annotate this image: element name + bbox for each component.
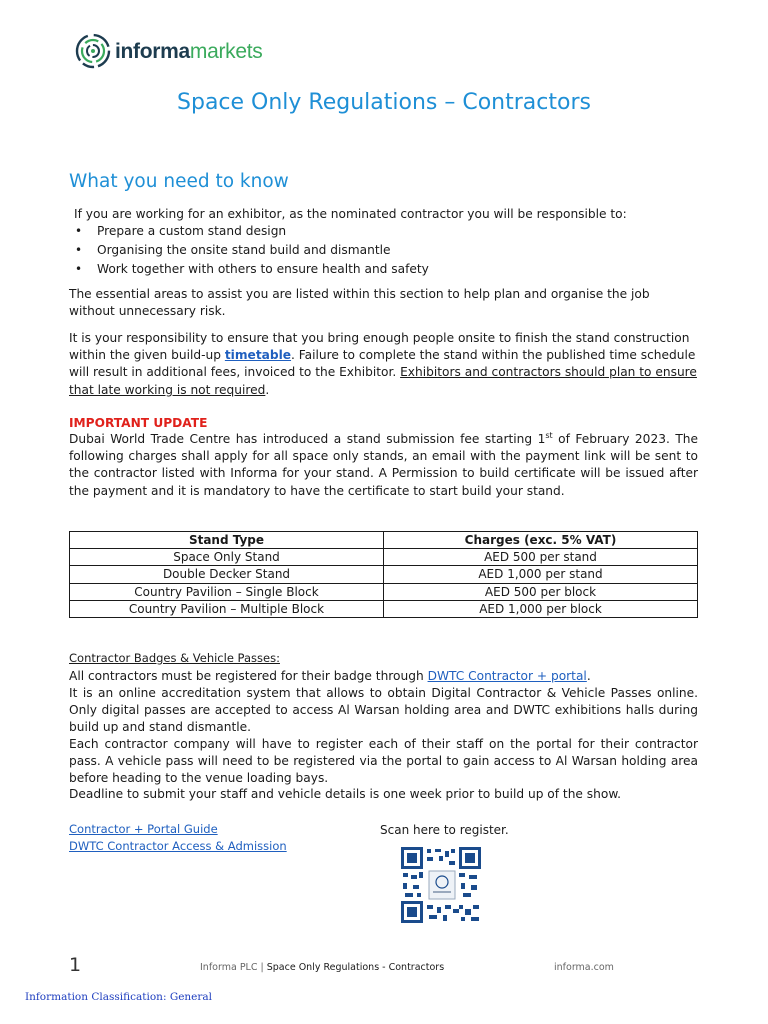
table-cell: Space Only Stand bbox=[70, 549, 384, 566]
essential-areas-paragraph: The essential areas to assist you are listed within this section to help plan and organise the job without unnecessary risk. bbox=[69, 287, 650, 319]
bullet-icon: • bbox=[75, 243, 83, 257]
table-cell: AED 1,000 per stand bbox=[384, 566, 698, 583]
badges-registration-line: All contractors must be registered for their badge through DWTC Contractor + portal. bbox=[69, 669, 591, 683]
page-number: 1 bbox=[69, 954, 82, 976]
update-paragraph: Dubai World Trade Centre has introduced a stand submission fee starting 1st of February 2023. The following charges shall apply for all space only stands, an email with the payment link will be sent to the contractor listed with Informa for your stand. A Permission to build certificate will be issued after the payment and it is mandatory to have the certificate to start build your stand. bbox=[69, 430, 698, 498]
column-header: Stand Type bbox=[70, 532, 384, 549]
bullet-icon: • bbox=[75, 262, 83, 276]
footer-website: informa.com bbox=[554, 962, 614, 973]
section-heading: What you need to know bbox=[69, 171, 289, 192]
column-header: Charges (exc. 5% VAT) bbox=[384, 532, 698, 549]
table-cell: Country Pavilion – Single Block bbox=[70, 583, 384, 600]
important-update-heading: IMPORTANT UPDATE bbox=[69, 416, 208, 430]
responsibility-list bbox=[75, 222, 429, 279]
list-item: • Work together with others to ensure health and safety bbox=[75, 260, 429, 279]
accreditation-paragraph: It is an online accreditation system that allows to obtain Digital Contractor & Vehicle Passes online. Only digital passes are accepted to access Al Warsan holding area and DWTC exhibitions halls during build up and stand dismantle. bbox=[69, 686, 698, 735]
list-item: • Prepare a custom stand design bbox=[75, 222, 429, 241]
qr-label: Scan here to register. bbox=[380, 823, 509, 837]
intro-text: If you are working for an exhibitor, as the nominated contractor you will be responsible to: bbox=[74, 207, 627, 221]
logo-wordmark: informamarkets bbox=[115, 39, 263, 63]
classification-label: Information Classification: General bbox=[25, 991, 213, 1003]
deadline-text: Deadline to submit your staff and vehicle details is one week prior to build up of the show. bbox=[69, 787, 622, 801]
portal-guide-line bbox=[69, 821, 309, 838]
registration-paragraph: Each contractor company will have to register each of their staff on the portal for their contractor pass. A vehicle pass will need to be registered via the portal to gain access to Al Warsan holding area before heading to the venue loading bays. bbox=[69, 737, 698, 786]
timetable-link[interactable]: timetable bbox=[224, 348, 292, 363]
table-cell: Double Decker Stand bbox=[70, 566, 384, 583]
informa-logo-icon bbox=[75, 33, 111, 69]
informa-markets-logo bbox=[75, 33, 263, 69]
table-cell: AED 500 per stand bbox=[384, 549, 698, 566]
charges-table bbox=[69, 531, 698, 618]
dwtc-portal-link[interactable]: DWTC Contractor + portal bbox=[427, 669, 587, 683]
table-cell: Country Pavilion – Multiple Block bbox=[70, 600, 384, 617]
badges-heading: Contractor Badges & Vehicle Passes: bbox=[69, 651, 280, 665]
table-row bbox=[70, 566, 698, 583]
table-row bbox=[70, 583, 698, 600]
footer-document-info: Informa PLC | Space Only Regulations - Contractors bbox=[200, 962, 445, 973]
late-working-notice: Exhibitors and contractors should plan to ensure that late working is not required bbox=[69, 365, 697, 397]
table-row bbox=[70, 549, 698, 566]
list-item: • Organising the onsite stand build and dismantle bbox=[75, 241, 429, 260]
table-row bbox=[70, 600, 698, 617]
table-cell: AED 1,000 per block bbox=[384, 600, 698, 617]
table-cell: AED 500 per block bbox=[384, 583, 698, 600]
table-header-row bbox=[70, 532, 698, 549]
bullet-icon: • bbox=[75, 224, 83, 238]
responsibility-paragraph: It is your responsibility to ensure that you bring enough people onsite to finish the stand construction within the given build-up timetable. Failure to complete the stand within the published time schedule will result in additional fees, invoiced to the Exhibitor. Exhibitors and contractors should plan to ensure that late working is not required. bbox=[69, 331, 697, 397]
portal-guide-link[interactable]: Contractor + Portal Guide bbox=[69, 822, 218, 836]
page-title: Space Only Regulations – Contractors bbox=[177, 90, 591, 115]
qr-code[interactable] bbox=[401, 847, 481, 923]
access-admission-link[interactable]: DWTC Contractor Access & Admission bbox=[69, 839, 287, 853]
access-admission-line bbox=[69, 838, 329, 855]
